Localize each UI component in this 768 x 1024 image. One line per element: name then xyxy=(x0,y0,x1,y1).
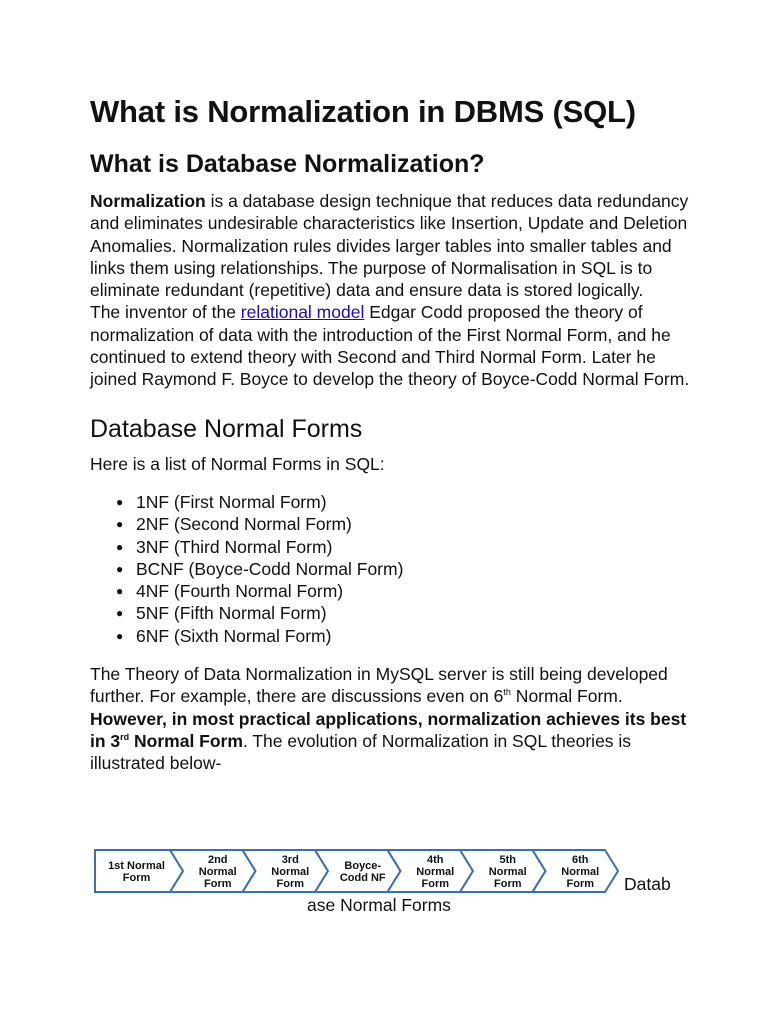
normal-forms-list xyxy=(90,491,690,647)
list-item: ● 4NF (Fourth Normal Form) xyxy=(116,581,344,602)
list-item: ● 6NF (Sixth Normal Form) xyxy=(116,625,332,646)
stage-label: Boyce-Codd NF xyxy=(339,860,386,884)
stage-label: 4th Normal Form xyxy=(416,854,455,890)
diagram-caption-start: Datab xyxy=(624,874,671,894)
inventor-text-after: Edgar Codd proposed the theory of normalization of data with the introduction of the First Normal Form, and he continued to extend theory with Second and Third Normal Form. Later he joined Raymond F. Boyce to develop the theory of Boyce-Codd Normal Form. xyxy=(90,302,690,390)
bullet-icon: ● xyxy=(116,561,124,576)
list-item: ● 2NF (Second Normal Form) xyxy=(116,514,352,535)
stage-label: 5th Normal Form xyxy=(488,854,527,890)
theory-bold-statement: However, in most practical applications, normalization achieves its best in 3rd Normal Form xyxy=(90,708,687,751)
evolution-chevrons xyxy=(94,848,629,894)
bullet-icon: ● xyxy=(116,539,124,554)
definition-text: is a database design technique that reduces data redundancy and eliminates undesirable characteristics like Insertion, Update and Deletion Anomalies. Normalization rules divides larger tables into smaller tables and links them using relationships. The purpose of Normalisation in SQL is to eliminate redundant (repetitive) data and ensure data is stored logically. xyxy=(90,191,689,301)
list-item: ● 5NF (Fifth Normal Form) xyxy=(116,603,327,624)
relational-model-link[interactable]: relational model xyxy=(240,302,365,323)
stage-label: 3rd Normal Form xyxy=(271,854,310,890)
list-item: ● 3NF (Third Normal Form) xyxy=(116,536,333,557)
bullet-icon: ● xyxy=(116,494,124,509)
bullet-icon: ● xyxy=(116,584,124,599)
page-title: What is Normalization in DBMS (SQL) xyxy=(90,94,636,129)
stage-label: 2nd Normal Form xyxy=(198,854,237,890)
list-item: ● 1NF (First Normal Form) xyxy=(116,491,327,512)
paragraph-theory: The Theory of Data Normalization in MySQL server is still being developed further. For example, there are discussions even on 6th Normal Form. However, in most practical applications, normalization achieves its best in 3rd Normal Form. The evolution of Normalization in SQL theories is illustrated below- xyxy=(90,664,687,774)
section-heading-normal-forms: Database Normal Forms xyxy=(90,414,363,443)
stage-label: 6th Normal Form xyxy=(561,854,600,890)
inventor-text-before: The inventor of the xyxy=(90,302,241,323)
term-normalization: Normalization xyxy=(90,191,206,211)
article xyxy=(90,92,690,775)
bullet-icon: ● xyxy=(116,606,124,621)
bullet-icon: ● xyxy=(116,517,124,532)
bullet-icon: ● xyxy=(116,628,124,643)
list-item: ● BCNF (Boyce-Codd Normal Form) xyxy=(116,558,404,579)
paragraph-definition xyxy=(90,190,690,301)
stage-label: 1st Normal Form xyxy=(108,860,165,884)
normal-forms-intro: Here is a list of Normal Forms in SQL: xyxy=(90,453,385,474)
section-heading-what-is: What is Database Normalization? xyxy=(90,150,485,178)
diagram-caption-end: ase Normal Forms xyxy=(307,895,451,915)
paragraph-inventor xyxy=(90,301,690,390)
